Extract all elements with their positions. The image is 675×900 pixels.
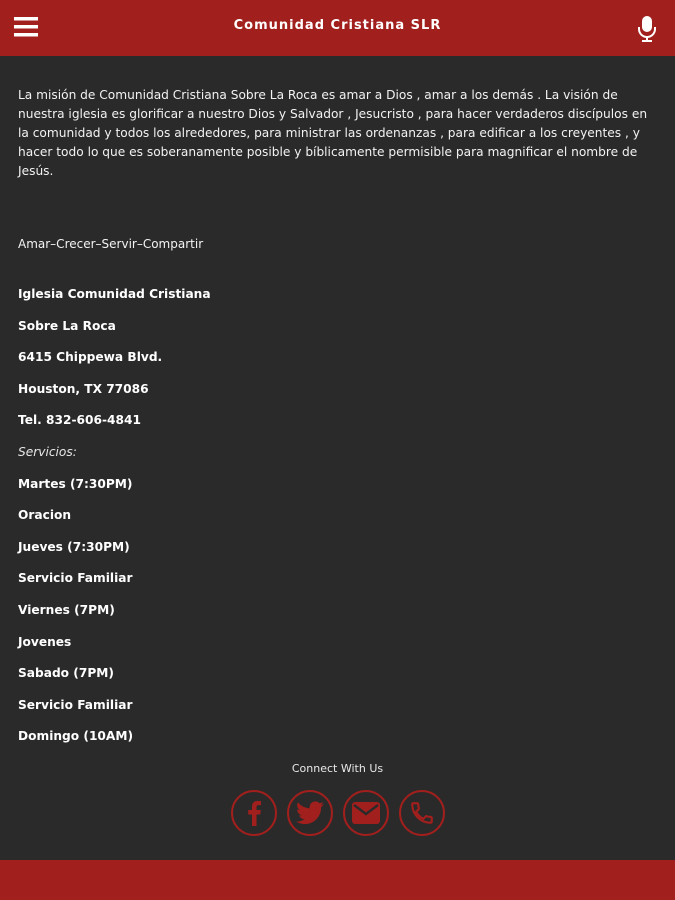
email-button[interactable] [343, 790, 389, 836]
microphone-icon[interactable] [637, 15, 659, 43]
service-time: Jueves (7:30PM) [18, 539, 130, 554]
address-city: Houston, TX 77086 [18, 381, 149, 396]
service-name: Servicio Familiar [18, 571, 133, 586]
service-name: Jovenes [18, 634, 72, 649]
facebook-icon [246, 800, 262, 826]
motto-text: Amar–Crecer–Servir–Compartir [18, 237, 204, 251]
service-time: Viernes (7PM) [18, 602, 115, 617]
service-time: Sabado (7PM) [18, 666, 114, 681]
service-time: Martes (7:30PM) [18, 476, 133, 491]
connect-label: Connect With Us [291, 762, 384, 775]
church-name-line2: Sobre La Roca [18, 318, 116, 333]
service-time: Domingo (10AM) [18, 729, 134, 744]
church-name-line1: Iglesia Comunidad Cristiana [18, 287, 211, 301]
top-app-bar [0, 0, 675, 56]
services-heading: Servicios: [18, 444, 77, 459]
service-name: Servicio Familiar [18, 697, 133, 712]
phone-number: Tel. 832-606-4841 [18, 413, 141, 428]
twitter-button[interactable] [287, 790, 333, 836]
email-icon [352, 802, 380, 824]
church-info [18, 285, 660, 759]
twitter-icon [296, 801, 324, 825]
mission-text: La misión de Comunidad Cristiana Sobre La Roca es amar a Dios , amar a los demás . La visión de nuestra iglesia es glorificar a nuestro Dios y Salvador , Jesucristo , para hacer verdaderos discípulos en la comunidad y todos los alrededores, para ministrar las ordenanzas , para edificar a los creyentes , y hacer todo lo que es soberanamente posible y bíblicamente permisible para magnificar el nombre de Jesús. [18, 88, 648, 178]
phone-icon [409, 800, 435, 826]
facebook-button[interactable] [231, 790, 277, 836]
phone-button[interactable] [399, 790, 445, 836]
main-content [18, 86, 660, 759]
service-name: Oracion [18, 508, 72, 523]
address-street: 6415 Chippewa Blvd. [18, 350, 163, 365]
bottom-bar [0, 860, 675, 900]
social-links [0, 790, 675, 836]
app-title: Comunidad Cristiana SLR [233, 18, 442, 33]
